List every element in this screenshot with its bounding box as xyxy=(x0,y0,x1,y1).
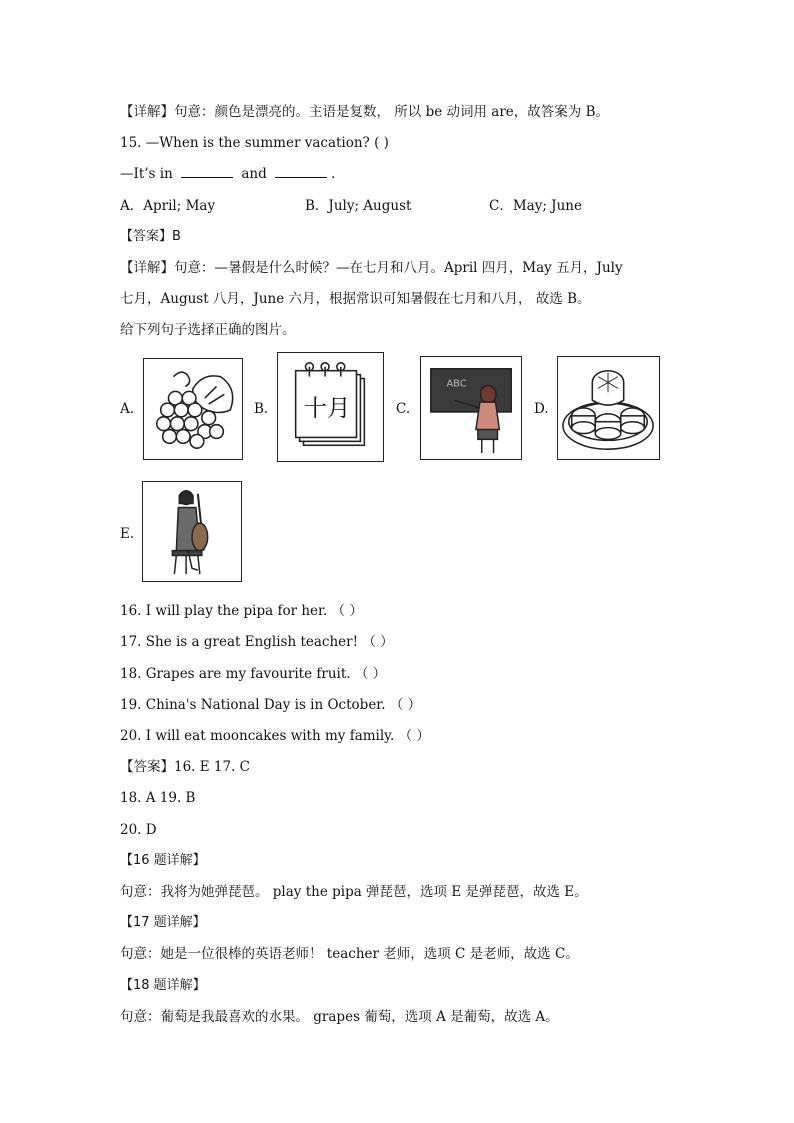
q15-detail-line-1: 【详解】句意：—暑假是什么时候？—在七月和八月。April 四月，May 五月，July xyxy=(120,260,623,276)
picture-label-c: C. xyxy=(396,401,411,417)
mooncake-icon xyxy=(558,357,659,459)
answers-line-3: 20. D xyxy=(120,822,157,838)
q15-blank-2 xyxy=(275,165,327,178)
question-19: 19. China's National Day is in October. （ ） xyxy=(120,697,422,713)
question-18: 18. Grapes are my favourite fruit. （ ） xyxy=(120,666,387,682)
question-17: 17. She is a great English teacher! （ ） xyxy=(120,634,394,650)
q14-detail: 【详解】句意：颜色是漂亮的。主语是复数， 所以 be 动词用 are，故答案为 B。 xyxy=(120,104,609,120)
q15-line-end: . xyxy=(331,166,336,182)
calendar-icon xyxy=(278,353,383,461)
detail-17-title: 【17 题详解】 xyxy=(120,915,206,930)
question-16: 16. I will play the pipa for her. （ ） xyxy=(120,603,363,619)
picture-label-d: D. xyxy=(534,401,549,417)
q15-question: 15. —When is the summer vacation? ( ) xyxy=(120,135,389,151)
q15-option-b: B．July; August xyxy=(305,198,412,214)
q15-option-c: C．May; June xyxy=(489,198,582,214)
picture-pipa xyxy=(142,481,242,582)
q15-blank-1 xyxy=(181,165,233,178)
detail-16-text: 句意：我将为她弹琵琶。 play the pipa 弹琵琶，选项 E 是弹琵琶，故选 E。 xyxy=(120,884,588,900)
detail-17-text: 句意：她是一位很棒的英语老师！ teacher 老师，选项 C 是老师，故选 C。 xyxy=(120,946,579,962)
answers-line-2: 18. A 19. B xyxy=(120,790,196,806)
pipa-player-icon xyxy=(143,482,241,581)
picture-label-b: B. xyxy=(254,401,269,417)
q15-detail-line-2: 七月，August 八月，June 六月，根据常识可知暑假在七月和八月， 故选 B。 xyxy=(120,291,591,307)
teacher-icon xyxy=(421,357,521,459)
question-20: 20. I will eat mooncakes with my family. （ ） xyxy=(120,728,430,744)
calendar-text: 十月 xyxy=(303,393,351,422)
q15-answer: 【答案】B xyxy=(120,229,181,244)
picture-calendar xyxy=(277,352,384,462)
q15-line-prefix: —It’s in xyxy=(120,166,173,182)
detail-18-title: 【18 题详解】 xyxy=(120,978,206,993)
picture-label-a: A. xyxy=(120,401,135,417)
q15-line-and: and xyxy=(241,166,267,182)
q15-answer-line xyxy=(120,165,335,183)
q15-option-a: A．April; May xyxy=(120,198,216,214)
picture-teacher xyxy=(420,356,522,460)
detail-16-title: 【16 题详解】 xyxy=(120,853,206,868)
picture-mooncakes xyxy=(557,356,660,460)
picture-label-e: E. xyxy=(120,526,135,542)
detail-18-text: 句意：葡萄是我最喜欢的水果。 grapes 葡萄，选项 A 是葡萄，故选 A。 xyxy=(120,1009,559,1025)
board-text: ABC xyxy=(446,378,467,390)
grapes-icon xyxy=(144,359,242,459)
section-instruction: 给下列句子选择正确的图片。 xyxy=(120,322,296,338)
answers-line-1: 【答案】16. E 17. C xyxy=(120,759,250,775)
picture-grapes xyxy=(143,358,243,460)
